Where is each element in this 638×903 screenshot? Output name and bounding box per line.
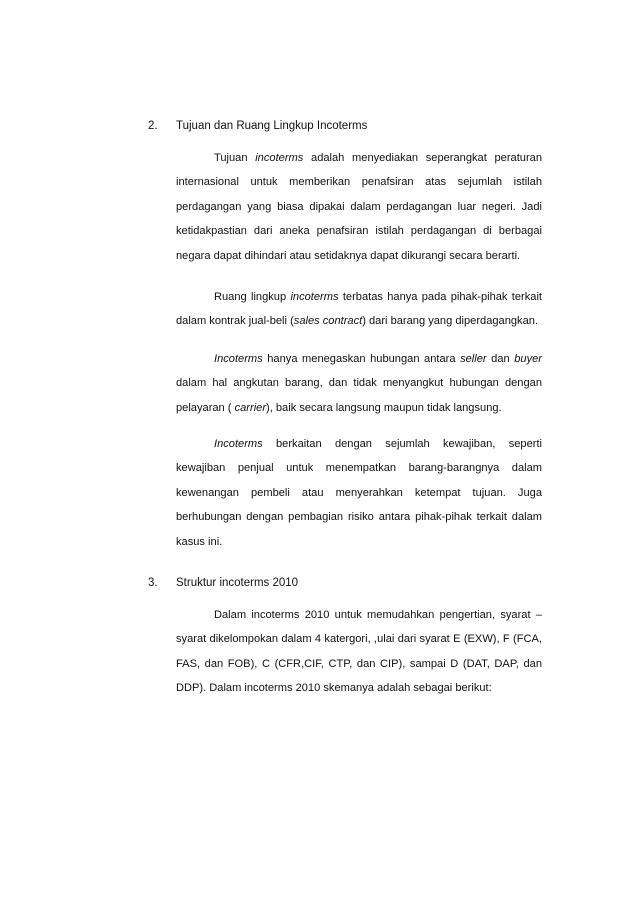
italic-term: Incoterms bbox=[214, 438, 263, 450]
text-run: Ruang lingkup bbox=[214, 291, 291, 303]
paragraph bbox=[176, 432, 542, 554]
text-run: dan bbox=[486, 353, 515, 365]
text-run: berkaitan dengan sejumlah kewajiban, seperti kewajiban penjual untuk menempatkan barang-barangnya dalam kewenangan pembeli atau menyerahkan ketempat tujuan. Juga berhubungan dengan pembagian risiko antara pihak-pihak terkait dalam kasus ini. bbox=[176, 438, 542, 548]
text-run: terbatas hanya pada pihak-pihak terkait dalam kontrak jual-beli ( bbox=[176, 291, 542, 328]
text-run: Tujuan bbox=[214, 152, 256, 164]
paragraph bbox=[176, 146, 542, 268]
paragraph bbox=[176, 347, 542, 420]
italic-term: seller bbox=[460, 353, 487, 365]
section-number: 3. bbox=[148, 577, 158, 589]
italic-term: buyer bbox=[514, 353, 542, 365]
italic-term: carrier bbox=[234, 401, 267, 414]
paragraph bbox=[176, 285, 542, 334]
italic-term: incoterms bbox=[290, 291, 339, 303]
italic-term: sales contract bbox=[293, 315, 363, 328]
section-number: 2. bbox=[148, 120, 158, 132]
section-title: Struktur incoterms 2010 bbox=[176, 577, 299, 589]
text-run: adalah menyediakan seperangkat peraturan internasional untuk memberikan penafsiran atas sejumlah istilah perdagangan yang biasa dipakai dalam perdagangan luar negeri. Jadi ketidakpastian dari aneka penafsiran istilah perdagangan di berbagai negara dapat dihindari atau setidaknya dapat dikurangi secara berarti. bbox=[176, 152, 542, 262]
italic-term: Incoterms bbox=[214, 353, 263, 365]
paragraph bbox=[176, 603, 542, 701]
italic-term: incoterms bbox=[255, 152, 304, 164]
text-run: ) dari barang yang diperdagangkan. bbox=[362, 315, 539, 328]
text-run: Dalam incoterms 2010 untuk memudahkan pengertian, syarat – syarat dikelompokan dalam 4 katergori, ,ulai dari syarat E (EXW), F (FCA, FAS, dan FOB), C (CFR,CIF, CTP, dan CIP), sampai D (DAT, DAP, dan DDP). Dalam incoterms 2010 skemanya adalah sebagai berikut: bbox=[176, 609, 542, 695]
section-title: Tujuan dan Ruang Lingkup Incoterms bbox=[176, 120, 368, 132]
text-run: hanya menegaskan hubungan antara bbox=[262, 353, 461, 365]
text-run: dalam hal angkutan barang, dan tidak menyangkut hubungan dengan pelayaran ( bbox=[176, 377, 542, 414]
text-run: ), baik secara langsung maupun tidak langsung. bbox=[266, 401, 502, 414]
